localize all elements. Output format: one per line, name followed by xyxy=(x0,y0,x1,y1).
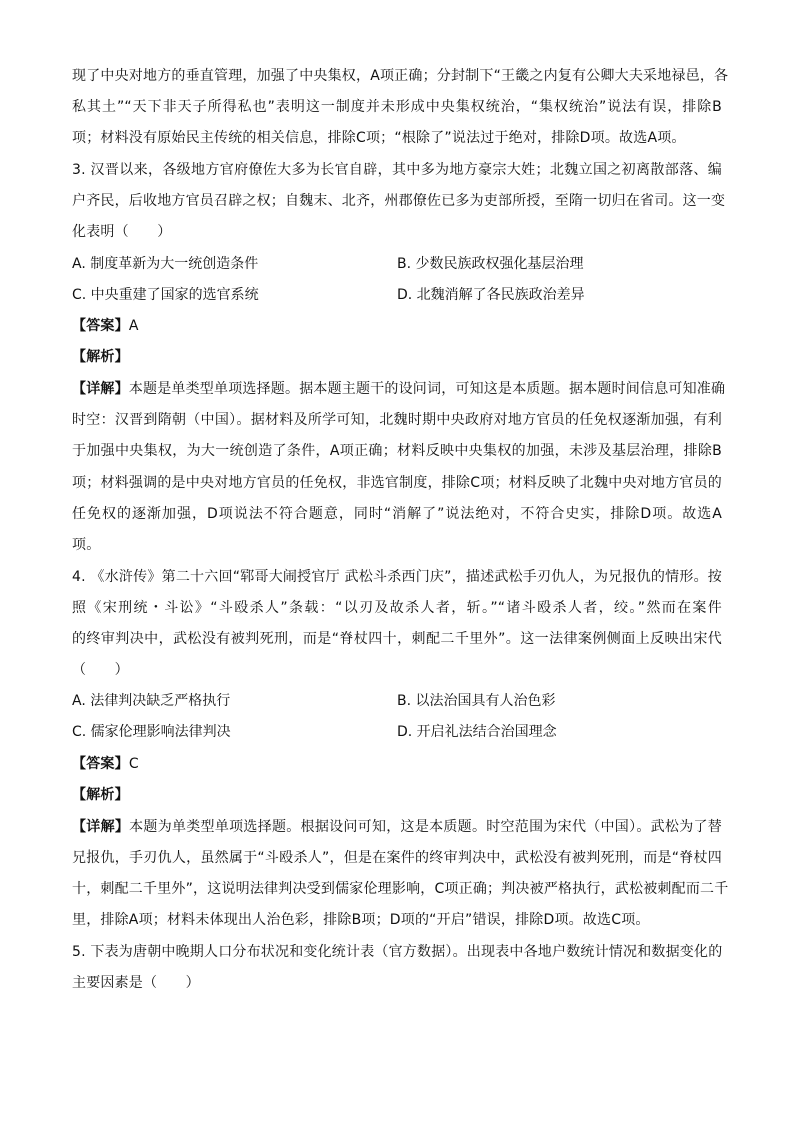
detail-line: 里，排除A项；材料未体现出人治色彩，排除B项；D项的“开启”错误，排除D项。故选C项。 xyxy=(72,912,650,928)
answer-value: A xyxy=(128,318,139,334)
question-4-stem: 照《宋刑统・斗讼》“斗殴杀人”条载：“以刃及故杀人者，斩。”“诸斗殴杀人者，绞。”然而在案件 xyxy=(72,600,722,616)
option-b: B. 以法治国具有人治色彩 xyxy=(397,693,556,709)
detail-line: 十，刺配二千里外”，这说明法律判决受到儒家伦理影响，C项正确；判决被严格执行，武松被刺配而二千 xyxy=(72,881,729,897)
detail-line: 项；材料强调的是中央对地方官员的任免权，非选官制度，排除C项；材料反映了北魏中央对地方官员的 xyxy=(72,475,722,491)
text-line: 项；材料没有原始民主传统的相关信息，排除C项；“根除了”说法过于绝对，排除D项。故选A项。 xyxy=(72,130,686,146)
detail-line: 于加强中央集权，为大一统创造了条件，A项正确；材料反映中央集权的加强，未涉及基层治理，排除B xyxy=(72,443,722,459)
text-line: 私其土”“天下非天子所得私也”表明这一制度并未形成中央集权统治，“集权统治”说法有误，排除B xyxy=(72,99,722,115)
option-d: D. 北魏消解了各民族政治差异 xyxy=(397,287,585,303)
answer-value: C xyxy=(128,756,139,772)
detail-text: 本题是单类型单项选择题。据本题主题干的设问词，可知这是本质题。据本题时间信息可知准确 xyxy=(128,381,726,397)
detail-line: 项。 xyxy=(72,537,101,553)
analysis-tag: 【解析】 xyxy=(72,787,129,803)
question-5-stem: 主要因素是（ ） xyxy=(72,975,200,991)
question-3-stem: 化表明（ ） xyxy=(72,224,172,240)
answer-line xyxy=(72,316,139,336)
detail-tag: 【详解】 xyxy=(72,819,130,835)
option-c: C. 中央重建了国家的选官系统 xyxy=(72,287,259,303)
detail-line: 时空：汉晋到隋朝（中国）。据材料及所学可知，北魏时期中央政府对地方官员的任免权逐渐加强，有利 xyxy=(72,412,722,428)
question-3-stem: 3. 汉晋以来，各级地方官府僚佐大多为长官自辟，其中多为地方豪宗大姓；北魏立国之初离散部落、编 xyxy=(72,162,722,178)
detail-line xyxy=(72,817,722,837)
option-c: C. 儒家伦理影响法律判决 xyxy=(72,724,231,740)
detail-text: 本题为单类型单项选择题。根据设问可知，这是本质题。时空范围为宋代（中国）。武松为了替 xyxy=(129,819,722,835)
option-a: A. 制度革新为大一统创造条件 xyxy=(72,256,259,272)
detail-line: 任免权的逐渐加强，D项说法不符合题意，同时“消解了”说法绝对，不符合史实，排除D项。故选A xyxy=(72,506,722,522)
question-4-stem: 4. 《水浒传》第二十六回“郓哥大闹授官厅 武松斗杀西门庆”，描述武松手刃仇人，为兄报仇的情形。按 xyxy=(72,569,722,585)
option-b: B. 少数民族政权强化基层治理 xyxy=(397,256,584,272)
text-line: 现了中央对地方的垂直管理，加强了中央集权，A项正确；分封制下“王畿之内复有公卿大夫采地禄邑，各 xyxy=(72,68,729,84)
analysis-tag: 【解析】 xyxy=(72,349,129,365)
option-a: A. 法律判决缺乏严格执行 xyxy=(72,693,231,709)
detail-line xyxy=(72,379,726,399)
answer-tag: 【答案】 xyxy=(72,318,129,334)
question-5-stem: 5. 下表为唐朝中晚期人口分布状况和变化统计表（官方数据）。出现表中各地户数统计情况和数据变化的 xyxy=(72,944,723,960)
question-3-stem: 户齐民，后收地方官员召辟之权；自魏末、北齐，州郡僚佐已多为吏部所授，至隋一切归在省司。这一变 xyxy=(72,193,726,209)
question-4-stem: 的终审判决中，武松没有被判死刑，而是“脊杖四十，刺配二千里外”。这一法律案例侧面上反映出宋代 xyxy=(72,631,722,647)
option-d: D. 开启礼法结合治国理念 xyxy=(397,724,557,740)
detail-tag: 【详解】 xyxy=(72,381,129,397)
question-4-stem: （ ） xyxy=(72,662,129,678)
detail-line: 兄报仇，手刃仇人，虽然属于“斗殴杀人”，但是在案件的终审判决中，武松没有被判死刑，而是“脊杖四 xyxy=(72,850,722,866)
answer-tag: 【答案】 xyxy=(72,756,129,772)
answer-line xyxy=(72,754,139,774)
